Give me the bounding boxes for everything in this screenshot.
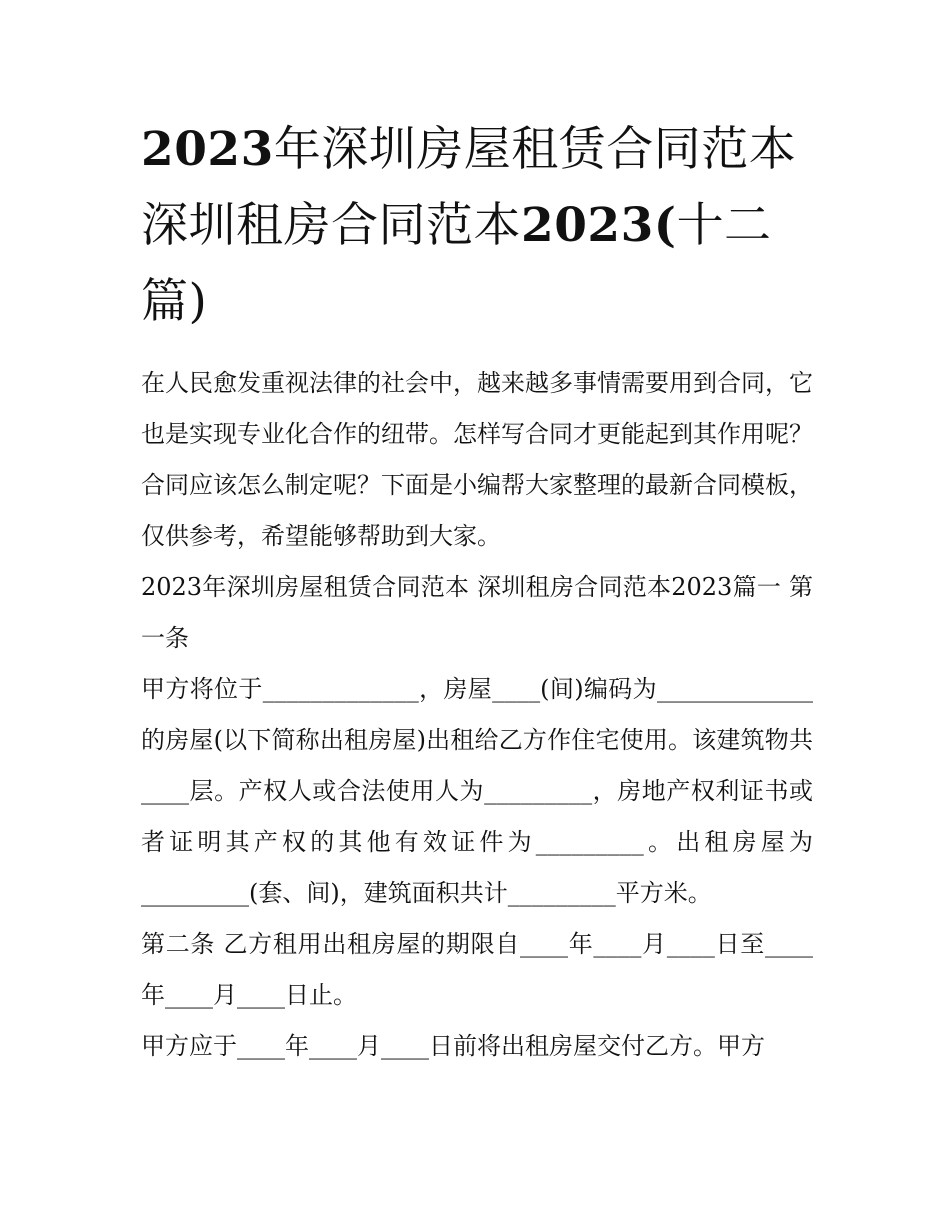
title-suffix: 十二篇) [141,198,772,329]
delivery-paragraph: 甲方应于____年____月____日前将出租房屋交付乙方。甲方 [141,1032,765,1060]
section-heading-paragraph: 2023年深圳房屋租赁合同范本 深圳租房合同范本2023篇一 第一条 [141,573,813,652]
title-main: 年深圳房屋租赁合同范本深圳租房合同范本 [141,122,797,253]
intro-paragraph: 在人民愈发重视法律的社会中，越来越多事情需要用到合同，它也是实现专业化合作的纽带。怎样写合同才更能起到其作用呢？合同应该怎么制定呢？下面是小编帮大家整理的最新合同模板，仅供参考，希望能够帮助到大家。 [141,369,813,550]
article-one-paragraph: 甲方将位于_____________，房屋____(间)编码为_____________的房屋(以下简称出租房屋)出租给乙方作住宅使用。该建筑物共____层。产权人或合法使用人为_________，房地产权利证书或者证明其产权的其他有效证件为_________。出租房屋为_________(套、间)，建筑面积共计_________平方米。 [141,675,813,907]
article-two-paragraph: 第二条 乙方租用出租房屋的期限自____年____月____日至____年____月____日止。 [141,930,813,1009]
document-page [141,112,813,1072]
document-title [141,112,813,340]
title-year: 2023 [141,122,274,177]
title-year-2: 2023( [521,198,677,253]
